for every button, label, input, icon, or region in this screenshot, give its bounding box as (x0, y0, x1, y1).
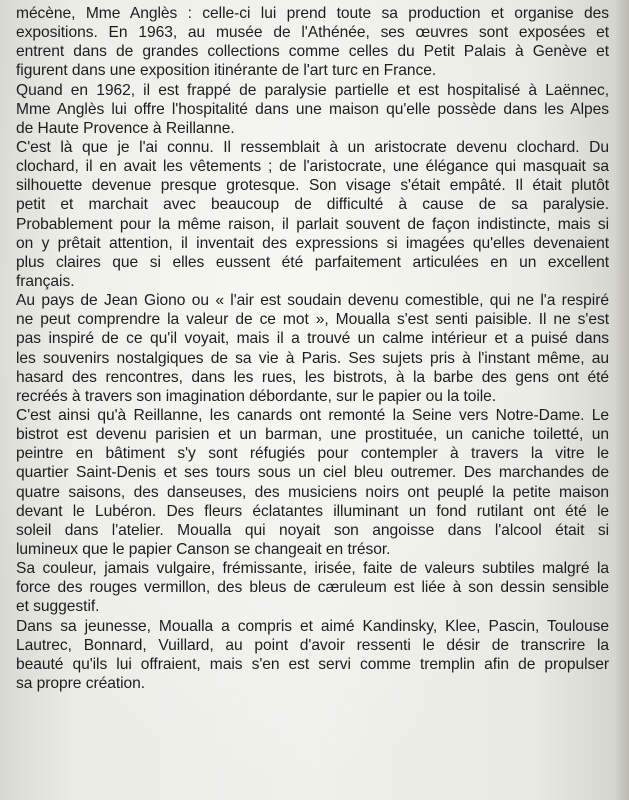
text-line: recréés à travers son imagination débordante, sur le papier ou la toile. (16, 387, 497, 405)
paragraph (16, 138, 609, 291)
text-line: Quand en 1962, il est frappé de paralysie partielle et est hospitalisé à Laënnec, (16, 81, 609, 99)
article-text (16, 4, 609, 693)
text-line: soleil dans l'atelier. Moualla qui noyait son angoisse dans l'alcool était si (16, 521, 609, 539)
text-line: quatre saisons, des danseuses, des musiciens noirs ont peuplé la petite maison (16, 483, 609, 501)
text-line: plus claires que si elles eussent été parfaitement articulées en un excellent (16, 253, 609, 271)
text-line: beauté qu'ils lui offraient, mais s'en est servi comme tremplin afin de propulser (16, 655, 609, 673)
text-line: silhouette devenue presque grotesque. Son visage s'était empâté. Il était plutôt (16, 177, 609, 195)
text-line: Mme Anglès lui offre l'hospitalité dans une maison qu'elle possède dans les Alpes (16, 100, 609, 118)
text-line: Lautrec, Bonnard, Vuillard, au point d'avoir ressenti le désir de transcrire la (16, 636, 609, 654)
text-line: Sa couleur, jamais vulgaire, frémissante, irisée, faite de valeurs subtiles malgré la (16, 560, 609, 578)
text-line: on y prêtait attention, il inventait des expressions si imagées qu'elles devenaient (16, 234, 609, 252)
text-line: entrent dans de grandes collections comme celles du Petit Palais à Genève et (16, 43, 609, 61)
text-line: C'est ainsi qu'à Reillanne, les canards ont remonté la Seine vers Notre-Dame. Le (16, 406, 609, 424)
text-line: Au pays de Jean Giono ou « l'air est soudain devenu comestible, qui ne l'a respiré (16, 292, 609, 310)
paragraph (16, 4, 609, 81)
paragraph (16, 81, 609, 138)
text-line: force des rouges vermillon, des bleus de cæruleum est liée à son dessin sensible (16, 579, 609, 597)
text-line: de Haute Provence à Reillanne. (16, 119, 235, 137)
paragraph (16, 406, 609, 559)
text-line: les souvenirs nostalgiques de sa vie à Paris. Ses sujets pris à l'instant même, au (16, 349, 609, 367)
text-line: et suggestif. (16, 598, 100, 616)
text-line: figurent dans une exposition itinérante de l'art turc en France. (16, 62, 437, 80)
page-edge-shadow (615, 0, 629, 800)
text-line: devant le Lubéron. Des fleurs éclatantes illuminant un fond rutilant ont été le (16, 502, 609, 520)
text-line: pas inspiré de ce qu'il voyait, mais il a trouvé un calme intérieur et a puisé dans (16, 330, 609, 348)
text-line: peintre en bâtiment s'y sont réfugiés pour contempler à travers la vitre le (16, 445, 609, 463)
text-line: sa propre création. (16, 674, 146, 692)
text-line: lumineux que le papier Canson se changeait en trésor. (16, 540, 391, 558)
text-line: petit et marchait avec beaucoup de difficulté à cause de sa paralysie. (16, 196, 609, 214)
text-line: C'est là que je l'ai connu. Il ressemblait à un aristocrate devenu clochard. Du (16, 138, 609, 156)
text-line: Probablement pour la même raison, il parlait souvent de façon indistincte, mais si (16, 215, 609, 233)
paragraph (16, 291, 609, 406)
text-line: ne peut comprendre la valeur de ce mot », Moualla s'est senti paisible. Il ne s'est (16, 311, 609, 329)
paragraph (16, 617, 609, 694)
text-line: hasard des rencontres, dans les rues, les bistrots, à la barbe des gens ont été (16, 368, 609, 386)
text-line: français. (16, 272, 75, 290)
text-line: quartier Saint-Denis et ses tours sous un ciel bleu outremer. Des marchandes de (16, 464, 609, 482)
text-line: Dans sa jeunesse, Moualla a compris et aimé Kandinsky, Klee, Pascin, Toulouse (16, 617, 609, 635)
text-line: clochard, il en avait les vêtements ; de l'aristocrate, une élégance qui masquait sa (16, 158, 609, 176)
text-line: bistrot est devenu parisien et un barman, une prostituée, un caniche toiletté, un (16, 426, 609, 444)
text-line: mécène, Mme Anglès : celle-ci lui prend toute sa production et organise des (16, 5, 609, 22)
text-line: expositions. En 1963, au musée de l'Athénée, ses œuvres sont exposées et (16, 24, 609, 42)
paragraph (16, 559, 609, 616)
